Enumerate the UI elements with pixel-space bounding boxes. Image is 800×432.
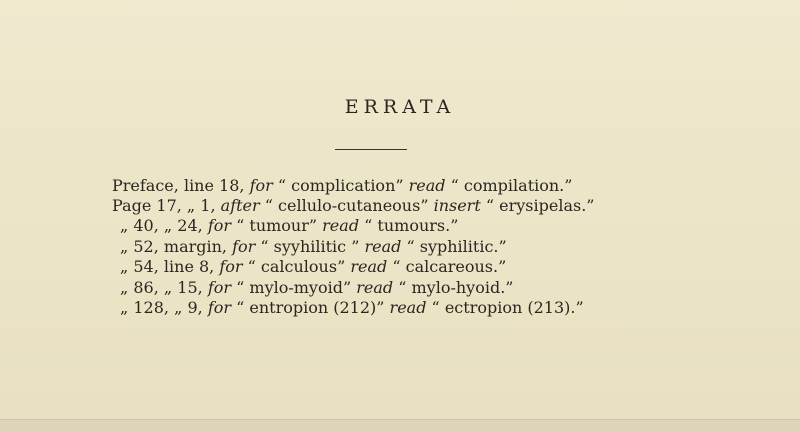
errata-instruction: for (249, 176, 273, 195)
errata-wrong-text: “ entropion (212)” (236, 298, 390, 317)
errata-wrong-text: “ calculous” (247, 257, 351, 276)
title-rule (335, 149, 407, 150)
errata-instruction: read (364, 237, 402, 256)
errata-wrong-text: “ mylo-myoid” (236, 278, 357, 297)
errata-line (120, 237, 507, 257)
errata-line (112, 176, 572, 196)
errata-instruction: read (356, 278, 394, 297)
errata-ref: „ 52, margin, (120, 237, 228, 256)
errata-line (112, 196, 594, 216)
errata-instruction: for (219, 257, 243, 276)
errata-instruction: insert (433, 196, 481, 215)
errata-instruction: for (207, 298, 232, 317)
errata-ref: Page 17, „ 1, (112, 196, 216, 215)
errata-instruction: read (322, 216, 360, 235)
errata-ref: „ 128, „ 9, (120, 298, 203, 317)
errata-correct-text: “ calcareous.” (392, 257, 507, 276)
errata-ref: „ 40, „ 24, (120, 216, 203, 235)
errata-instruction: read (350, 257, 388, 276)
errata-line (120, 298, 584, 318)
errata-wrong-text: “ tumour” (236, 216, 323, 235)
errata-correct-text: “ mylo-hyoid.” (398, 278, 514, 297)
errata-wrong-text: “ cellulo-cutaneous” (264, 196, 434, 215)
errata-correct-text: “ syphilitic.” (406, 237, 507, 256)
errata-correct-text: “ tumours.” (364, 216, 459, 235)
errata-correct-text: “ compilation.” (450, 176, 573, 195)
page-bottom-edge (0, 419, 800, 432)
errata-correct-text: “ erysipelas.” (485, 196, 595, 215)
errata-instruction: after (220, 196, 260, 215)
errata-instruction: read (389, 298, 427, 317)
errata-ref: „ 86, „ 15, (120, 278, 203, 297)
errata-title: ERRATA (344, 96, 456, 118)
errata-line (120, 278, 513, 298)
errata-line (120, 257, 506, 277)
errata-instruction: read (408, 176, 446, 195)
errata-line (120, 216, 458, 236)
errata-ref: Preface, line 18, (112, 176, 245, 195)
errata-instruction: for (207, 278, 232, 297)
errata-wrong-text: “ complication” (277, 176, 409, 195)
errata-wrong-text: “ syyhilitic ” (260, 237, 365, 256)
errata-ref: „ 54, line 8, (120, 257, 215, 276)
errata-correct-text: “ ectropion (213).” (431, 298, 584, 317)
errata-instruction: for (207, 216, 232, 235)
errata-instruction: for (232, 237, 256, 256)
